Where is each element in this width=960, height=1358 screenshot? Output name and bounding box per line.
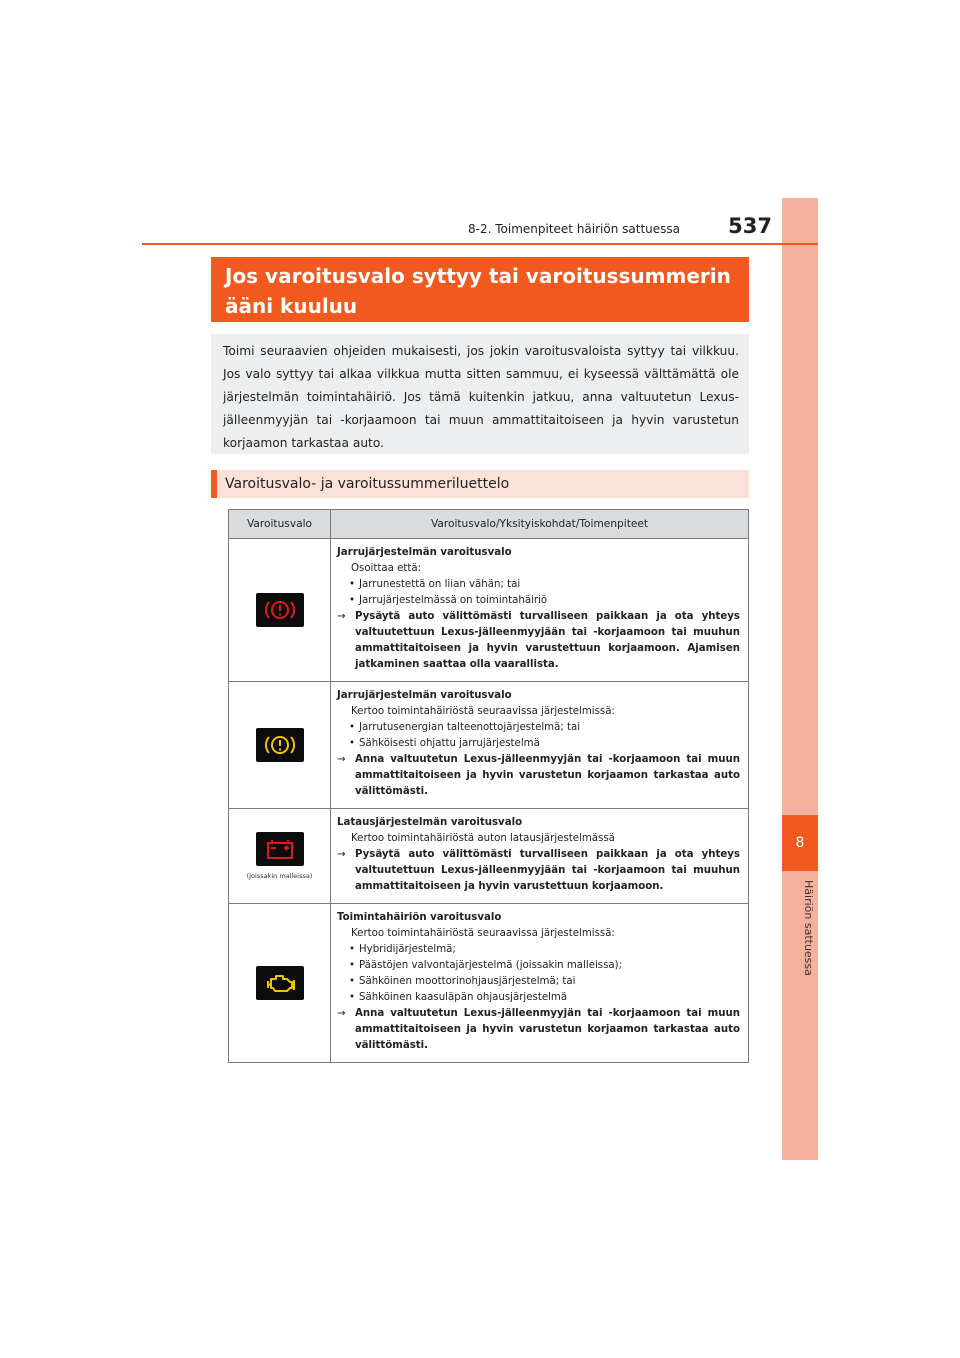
warning-title: Jarrujärjestelmän varoitusvalo [337, 547, 512, 558]
page-header [212, 212, 772, 242]
warning-action: → Pysäytä auto välittömästi turvalliseen paikkaan ja ota yhteys valtuutettuun Lexus-jälleenmyyjään tai -korjaamoon tai muuhun ammattitaitoiseen ja hyvin varustettuun korjaamoon. Ajamisen jatkaminen saattaa olla vaarallista. [337, 609, 740, 673]
list-item: • Jarrunestettä on liian vähän; tai [337, 577, 740, 593]
section-title: 8-2. Toimenpiteet häiriön sattuessa [468, 222, 680, 236]
list-item: • Sähköinen moottorinohjausjärjestelmä; tai [337, 974, 740, 990]
brake-warning-red-icon [256, 593, 304, 627]
icon-note: (Joissakin malleissa) [246, 872, 313, 880]
list-item: • Jarrujärjestelmässä on toimintahäiriö [337, 593, 740, 609]
warning-title: Latausjärjestelmän varoitusvalo [337, 817, 523, 828]
table-row [229, 539, 749, 682]
warning-table [228, 509, 749, 1063]
chapter-tab[interactable]: 8 [782, 815, 818, 871]
warning-intro: Kertoo toimintahäiriöstä seuraavissa järjestelmissä: [351, 706, 615, 717]
battery-warning-icon [256, 832, 304, 866]
side-strip [782, 198, 818, 1160]
subheading: Varoitusvalo- ja varoitussummeriluettelo [211, 470, 749, 498]
column-header-details: Varoitusvalo/Yksityiskohdat/Toimenpiteet [331, 510, 749, 539]
table-row [229, 682, 749, 809]
details-cell [331, 682, 749, 809]
list-item: • Sähköisesti ohjattu jarrujärjestelmä [337, 736, 740, 752]
icon-cell [229, 682, 331, 809]
page-number: 537 [728, 214, 772, 238]
check-engine-icon [256, 966, 304, 1000]
brake-warning-yellow-icon [256, 728, 304, 762]
icon-cell [229, 904, 331, 1063]
page-title: Jos varoitusvalo syttyy tai varoitussummerin ääni kuuluu [211, 257, 749, 322]
details-cell [331, 809, 749, 904]
details-cell [331, 904, 749, 1063]
warning-intro: Kertoo toimintahäiriöstä seuraavissa järjestelmissä: [351, 928, 615, 939]
warning-title: Jarrujärjestelmän varoitusvalo [337, 690, 512, 701]
details-cell [331, 539, 749, 682]
warning-intro: Osoittaa että: [351, 563, 422, 574]
list-item: • Jarrutusenergian talteenottojärjestelmä; tai [337, 720, 740, 736]
table-row [229, 809, 749, 904]
column-header-warning-light: Varoitusvalo [229, 510, 331, 539]
warning-intro: Kertoo toimintahäiriöstä auton latausjärjestelmässä [351, 833, 615, 844]
header-rule [142, 243, 818, 245]
list-item: • Päästöjen valvontajärjestelmä (joissakin malleissa); [337, 958, 740, 974]
icon-cell [229, 539, 331, 682]
warning-action: → Anna valtuutetun Lexus-jälleenmyyjän tai -korjaamoon tai muun ammattitaitoiseen ja hyvin varustetun korjaamon tarkastaa auto välittömästi. [337, 1006, 740, 1054]
icon-cell [229, 809, 331, 904]
chapter-label: Häiriön sattuessa [802, 880, 815, 976]
warning-title: Toimintahäiriön varoitusvalo [337, 912, 502, 923]
table-row [229, 904, 749, 1063]
warning-action: → Anna valtuutetun Lexus-jälleenmyyjän tai -korjaamoon tai muun ammattitaitoiseen ja hyvin varustetun korjaamon tarkastaa auto välittömästi. [337, 752, 740, 800]
intro-paragraph: Toimi seuraavien ohjeiden mukaisesti, jos jokin varoitusvaloista syttyy tai vilkkuu. Jos valo syttyy tai alkaa vilkkua mutta sitten sammuu, ei kyseessä välttämättä ole järjestelmän toimintahäiriö. Jos tämä kuitenkin jatkuu, anna valtuutetun Lexus-jälleenmyyjän tai -korjaamoon tai muun ammattitaitoiseen ja hyvin varustetun korjaamon tarkastaa auto. [211, 334, 749, 454]
table-header-row [229, 510, 749, 539]
warning-action: → Pysäytä auto välittömästi turvalliseen paikkaan ja ota yhteys valtuutettuun Lexus-jälleenmyyjään tai -korjaamoon tai muuhun ammattitaitoiseen ja hyvin varustettuun korjaamoon. [337, 847, 740, 895]
list-item: • Sähköinen kaasuläpän ohjausjärjestelmä [337, 990, 740, 1006]
list-item: • Hybridijärjestelmä; [337, 942, 740, 958]
